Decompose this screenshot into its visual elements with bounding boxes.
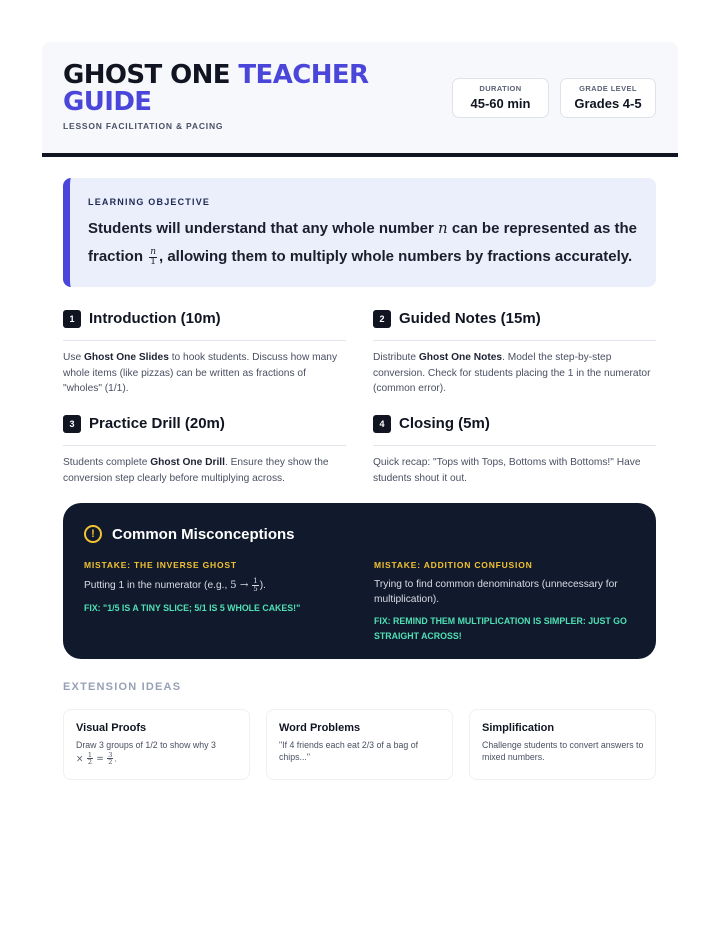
card-text: Challenge students to convert answers to mixed numbers. (482, 740, 644, 762)
step-description (63, 350, 346, 397)
grade-level-box (560, 78, 656, 118)
step-description (373, 350, 656, 397)
fraction-numerator: 1 (253, 577, 258, 585)
grade-level-label: GRADE LEVEL (579, 84, 637, 93)
step-description (373, 455, 656, 486)
misconceptions-panel (63, 503, 656, 659)
step-4 (373, 412, 656, 486)
misconception-item (374, 560, 632, 643)
objective-text-part-3: , allowing them to multiply whole numbers by fractions accurately. (158, 248, 633, 265)
mistake-text: ). (259, 580, 266, 592)
title-main: GHOST ONE (63, 60, 230, 90)
mistake-description: Trying to find common denominators (unnecessary for multiplication). (374, 579, 618, 605)
card-title: Visual Proofs (76, 722, 147, 734)
duration-value: 45-60 min (470, 96, 531, 111)
fix-text: FIX: REMIND THEM MULTIPLICATION IS SIMPLER: JUST GO STRAIGHT ACROSS! (374, 616, 627, 641)
fraction-1-over-2 (87, 752, 93, 766)
step-number-badge: 4 (373, 415, 391, 433)
step-text: . Ensure they show the conversion step clearly before multiplying across. (63, 457, 329, 484)
math-operator: × (76, 753, 84, 764)
step-number-badge: 1 (63, 310, 81, 328)
step-text: Quick recap: "Tops with Tops, Bottoms with Bottoms!" Have students shout it out. (373, 457, 641, 484)
math-variable: n (438, 219, 448, 237)
math-expression: 5 → (230, 580, 249, 592)
mistake-label: MISTAKE: ADDITION CONFUSION (374, 560, 533, 570)
objective-label: LEARNING OBJECTIVE (88, 197, 211, 207)
step-text: to hook students. Discuss how many whole items (like pizzas) can be written as fractions of "wholes" (1/1). (63, 352, 338, 394)
learning-objective-box (63, 178, 656, 287)
misconception-item (84, 560, 342, 615)
step-title: Closing (5m) (399, 415, 490, 432)
fraction-numerator: 1 (87, 750, 92, 759)
card-title: Simplification (482, 722, 555, 734)
card-text-part: Draw 3 groups of 1/2 to show why 3 (76, 740, 216, 750)
fraction-1-over-5 (252, 578, 258, 593)
misconceptions-title: Common Misconceptions (112, 526, 295, 543)
grade-level-value: Grades 4-5 (574, 96, 642, 111)
step-description (63, 455, 346, 486)
objective-text-part-2: can be represented as the fraction (88, 220, 637, 265)
step-text: Use (63, 352, 84, 363)
fraction-denominator: 1 (150, 256, 156, 267)
fraction-numerator: 3 (108, 750, 113, 759)
step-header (63, 307, 346, 341)
card-text (76, 740, 242, 766)
header (42, 42, 678, 157)
resource-name: Ghost One Slides (83, 352, 169, 363)
objective-text-part-1: Students will understand that any whole number (88, 220, 434, 237)
step-header (373, 412, 656, 446)
resource-name: Ghost One Notes (418, 352, 503, 363)
step-text: Students complete (63, 457, 151, 468)
page-title (63, 62, 403, 116)
step-text: . Model the step-by-step conversion. Check for students placing the 1 in the numerator (common error). (373, 352, 651, 394)
mistake-description (84, 578, 342, 594)
math-operator: = (96, 753, 104, 764)
card-text-part: . (114, 752, 117, 763)
fraction-3-over-2 (107, 752, 113, 766)
duration-label: DURATION (479, 84, 522, 93)
step-title: Introduction (10m) (89, 310, 221, 327)
resource-name: Ghost One Drill (150, 457, 225, 468)
fraction-denominator: 5 (253, 585, 258, 593)
extension-card-simplification (469, 709, 656, 780)
title-accent-1: TEACHER (238, 60, 369, 90)
card-text: "If 4 friends each eat 2/3 of a bag of chips..." (279, 740, 419, 762)
step-header (373, 307, 656, 341)
fraction-denominator: 2 (108, 758, 113, 766)
fraction-denominator: 2 (87, 758, 92, 766)
step-header (63, 412, 346, 446)
mistake-text: Putting 1 in the numerator (e.g., (84, 580, 231, 592)
step-number-badge: 3 (63, 415, 81, 433)
card-title: Word Problems (279, 722, 361, 734)
fraction-numerator: n (150, 246, 156, 257)
step-title: Practice Drill (20m) (89, 415, 225, 432)
step-text: Distribute (373, 352, 419, 363)
objective-text (88, 214, 648, 271)
step-number-badge: 2 (373, 310, 391, 328)
step-3 (63, 412, 346, 486)
extension-card-word-problems (266, 709, 453, 780)
mistake-label: MISTAKE: THE INVERSE GHOST (84, 560, 237, 570)
page-subtitle: LESSON FACILITATION & PACING (63, 121, 224, 131)
title-accent-2: GUIDE (63, 87, 152, 117)
duration-box (452, 78, 549, 118)
fix-text: FIX: "1/5 IS A TINY SLICE; 5/1 IS 5 WHOLE CAKES!" (84, 602, 301, 613)
step-title: Guided Notes (15m) (399, 310, 541, 327)
extension-heading: EXTENSION IDEAS (63, 681, 182, 693)
extension-card-visual-proofs (63, 709, 250, 780)
step-2 (373, 307, 656, 397)
alert-circle-icon: ! (84, 525, 102, 543)
fraction-n-over-1 (149, 248, 157, 267)
step-1 (63, 307, 346, 397)
